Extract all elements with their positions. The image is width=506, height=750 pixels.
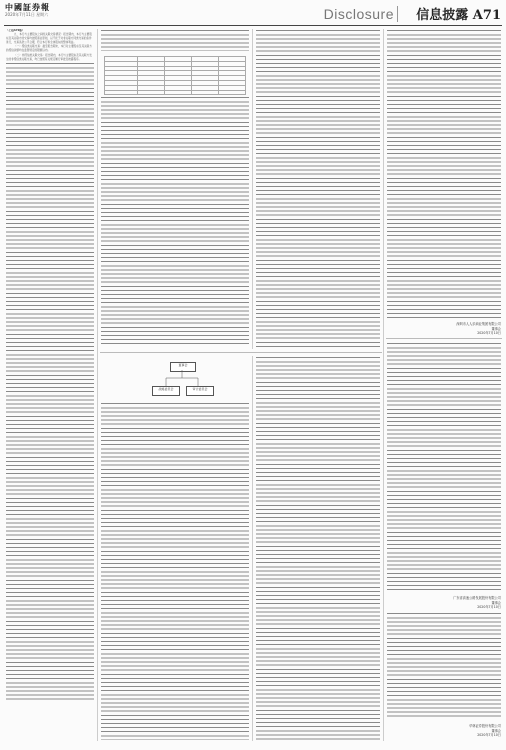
paragraph: （二）非授信类关联交易：报告期内，本行与主要股东及其关联方发生的非授信类关联交易，均已按照有关规定履行审批及披露程序。 bbox=[6, 53, 92, 61]
page-title: 信息披露 A71 bbox=[416, 8, 501, 23]
org-chart-right-box: 审计委员会 bbox=[186, 386, 214, 396]
signature-company: 广东省高速公路发展股份有限公司 bbox=[453, 596, 501, 600]
body-text-block bbox=[387, 342, 501, 592]
newspaper-masthead: 中國証券報 bbox=[5, 2, 50, 12]
signature-company: 深圳市人人乐商业集团有限公司 bbox=[456, 322, 501, 326]
column-5-bottom bbox=[387, 612, 501, 720]
section-label: Disclosure bbox=[323, 6, 394, 22]
paragraph: 九、本行与主要股东之间的关联交易情况：报告期内，本行与主要股东及其关联方的交易均按照商业原则，以不优于对非关联方同类交易的条件进行，交易条款公平合理，符合本行和全体股东的整体利益。 bbox=[6, 33, 92, 45]
column-lead: （上接A70版） bbox=[6, 29, 25, 32]
org-chart bbox=[152, 362, 212, 398]
column-2-lower bbox=[101, 96, 249, 346]
column-divider bbox=[383, 29, 384, 741]
body-text-block bbox=[101, 402, 249, 740]
column-divider bbox=[252, 356, 253, 741]
signature-date: 2020年7月10日 bbox=[477, 331, 501, 336]
body-text-block bbox=[387, 29, 501, 319]
column-2-bottom bbox=[101, 402, 249, 740]
issue-date: 2020年7月11日 星期六 bbox=[5, 12, 49, 17]
body-text-block bbox=[101, 96, 249, 346]
body-text-block bbox=[6, 62, 94, 702]
body-text-block bbox=[101, 29, 249, 51]
signature-title: 董事会 bbox=[491, 600, 501, 605]
signature-title: 董事会 bbox=[491, 728, 501, 733]
header-divider bbox=[397, 6, 398, 22]
column-3 bbox=[256, 29, 380, 349]
body-text-block bbox=[256, 29, 380, 349]
org-chart-top-box: 董事会 bbox=[170, 362, 196, 372]
column-1 bbox=[6, 29, 94, 739]
body-text-block bbox=[256, 356, 380, 740]
signature-title: 董事会 bbox=[491, 326, 501, 331]
column-divider bbox=[97, 29, 98, 741]
signature-block bbox=[387, 724, 501, 738]
signature-block bbox=[387, 322, 501, 336]
section-rule bbox=[100, 352, 382, 353]
signature-company: 华林证券股份有限公司 bbox=[469, 724, 501, 728]
column-4 bbox=[387, 29, 501, 319]
signature-date: 2020年7月10日 bbox=[477, 733, 501, 738]
body-text-block bbox=[387, 612, 501, 720]
org-chart-left-box: 战略委员会 bbox=[152, 386, 180, 396]
paragraph: （一）授信类关联交易：截至报告期末，本行对主要股东及其关联方的授信余额均在监管规定的限额以内。 bbox=[6, 45, 92, 53]
column-5 bbox=[387, 342, 501, 592]
signature-date: 2020年7月10日 bbox=[477, 605, 501, 610]
shareholder-table bbox=[104, 56, 246, 95]
column-divider bbox=[252, 29, 253, 349]
header-rule bbox=[4, 25, 502, 26]
section-rule bbox=[386, 338, 502, 339]
column-3-bottom bbox=[256, 356, 380, 740]
signature-block bbox=[387, 596, 501, 610]
